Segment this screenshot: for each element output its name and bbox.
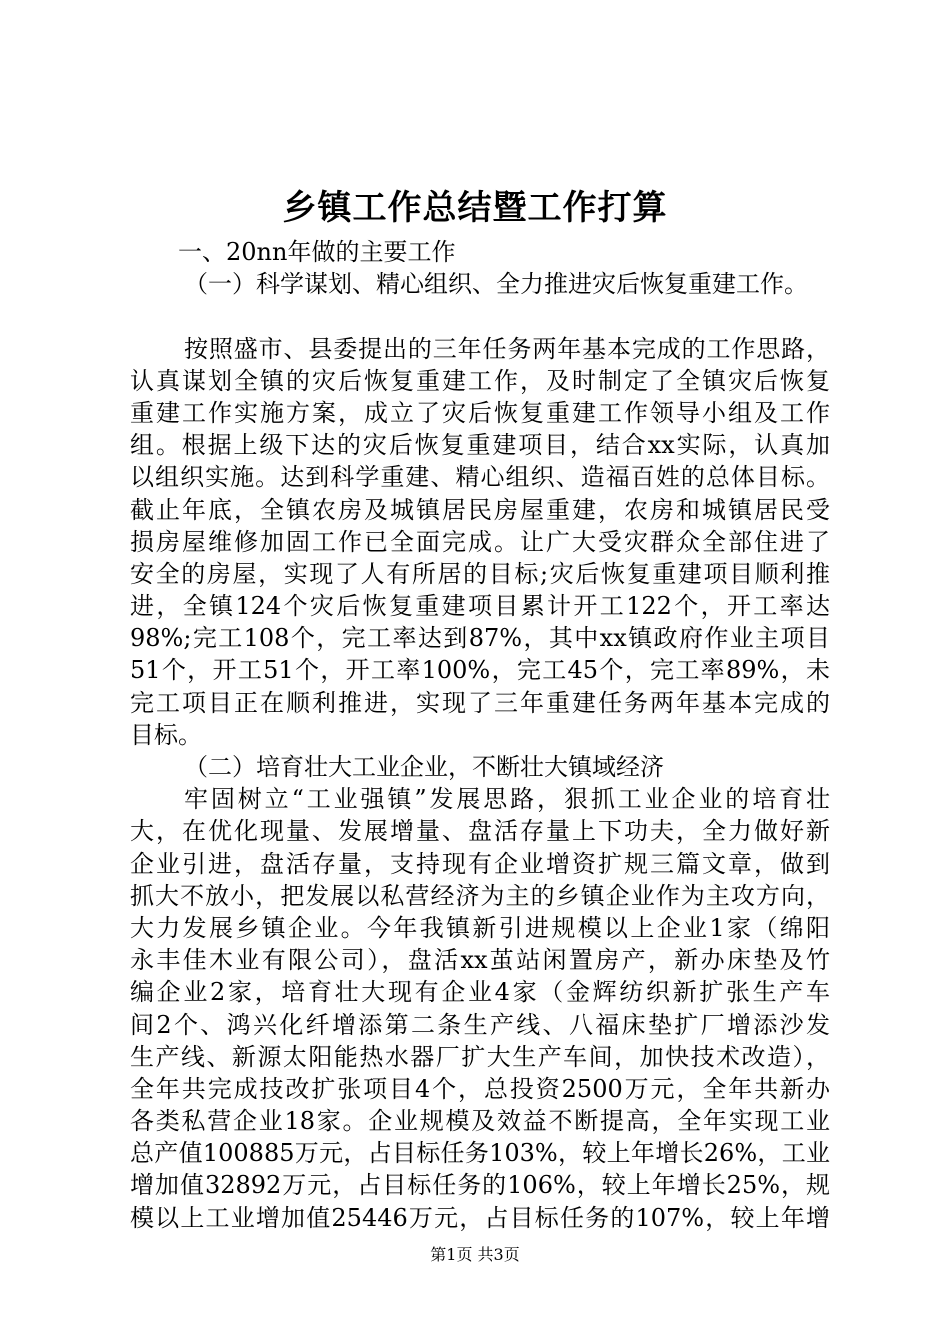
- paragraph-line: 按照盛市、县委提出的三年任务两年基本完成的工作思路，: [184, 334, 830, 363]
- paragraph-line: 模以上工业增加值25446万元，占目标任务的107%，较上年增: [130, 1203, 830, 1232]
- section-heading-1: 一、20nn年做的主要工作: [178, 238, 456, 266]
- paragraph-line: 目标。: [130, 720, 202, 749]
- subsection-heading-1: （一）科学谋划、精心组织、全力推进灾后恢复重建工作。: [184, 270, 808, 299]
- paragraph-line: 进，全镇124个灾后恢复重建项目累计开工122个，开工率达: [130, 592, 830, 621]
- page-footer: 第1页 共3页: [430, 1245, 520, 1264]
- paragraph-line: 总产值100885万元，占目标任务103%，较上年增长26%，工业: [130, 1139, 830, 1168]
- paragraph-line: 生产线、新源太阳能热水器厂扩大生产车间，加快技术改造），: [130, 1042, 830, 1071]
- paragraph-line: 大力发展乡镇企业。今年我镇新引进规模以上企业1家（绵阳: [130, 913, 830, 942]
- paragraph-line: 抓大不放小，把发展以私营经济为主的乡镇企业作为主攻方向，: [130, 881, 830, 910]
- subsection-heading-2: （二）培育壮大工业企业，不断壮大镇域经济: [184, 753, 664, 781]
- document-body: [130, 236, 830, 1234]
- document-title: 乡镇工作总结暨工作打算: [282, 188, 668, 228]
- paragraph-line: 永丰佳木业有限公司），盘活xx茧站闲置房产，新办床垫及竹: [130, 946, 830, 975]
- paragraph-line: 损房屋维修加固工作已全面完成。让广大受灾群众全部住进了: [130, 527, 830, 556]
- paragraph-line: 编企业2家，培育壮大现有企业4家（金辉纺织新扩张生产车: [130, 978, 830, 1007]
- paragraph-line: 98%;完工108个，完工率达到87%，其中xx镇政府作业主项目: [130, 624, 830, 653]
- paragraph-line: 大，在优化现量、发展增量、盘活存量上下功夫，全力做好新: [130, 817, 830, 846]
- blank-line: [130, 300, 830, 332]
- paragraph-line: 重建工作实施方案，成立了灾后恢复重建工作领导小组及工作: [130, 398, 830, 427]
- paragraph-line: 间2个、鸿兴化纤增添第二条生产线、八福床垫扩厂增添沙发: [130, 1010, 830, 1039]
- paragraph-line: 51个，开工51个，开工率100%，完工45个，完工率89%，未: [130, 656, 830, 685]
- paragraph-line: 企业引进，盘活存量，支持现有企业增资扩规三篇文章，做到: [130, 849, 830, 878]
- paragraph-line: 认真谋划全镇的灾后恢复重建工作，及时制定了全镇灾后恢复: [130, 366, 830, 395]
- paragraph-line: 增加值32892万元，占目标任务的106%，较上年增长25%，规: [130, 1171, 830, 1200]
- paragraph-line: 以组织实施。达到科学重建、精心组织、造福百姓的总体目标。: [130, 463, 830, 492]
- paragraph-line: 完工项目正在顺利推进，实现了三年重建任务两年基本完成的: [130, 688, 830, 717]
- paragraph-line: 安全的房屋，实现了人有所居的目标;灾后恢复重建项目顺利推: [130, 559, 830, 588]
- paragraph-line: 组。根据上级下达的灾后恢复重建项目，结合xx实际，认真加: [130, 431, 830, 460]
- paragraph-line: 截止年底，全镇农房及城镇居民房屋重建，农房和城镇居民受: [130, 495, 830, 524]
- paragraph-line: 全年共完成技改扩张项目4个，总投资2500万元，全年共新办: [130, 1074, 830, 1103]
- paragraph-line: 牢固树立“工业强镇”发展思路，狠抓工业企业的培育壮: [184, 785, 830, 814]
- paragraph-line: 各类私营企业18家。企业规模及效益不断提高，全年实现工业: [130, 1107, 830, 1136]
